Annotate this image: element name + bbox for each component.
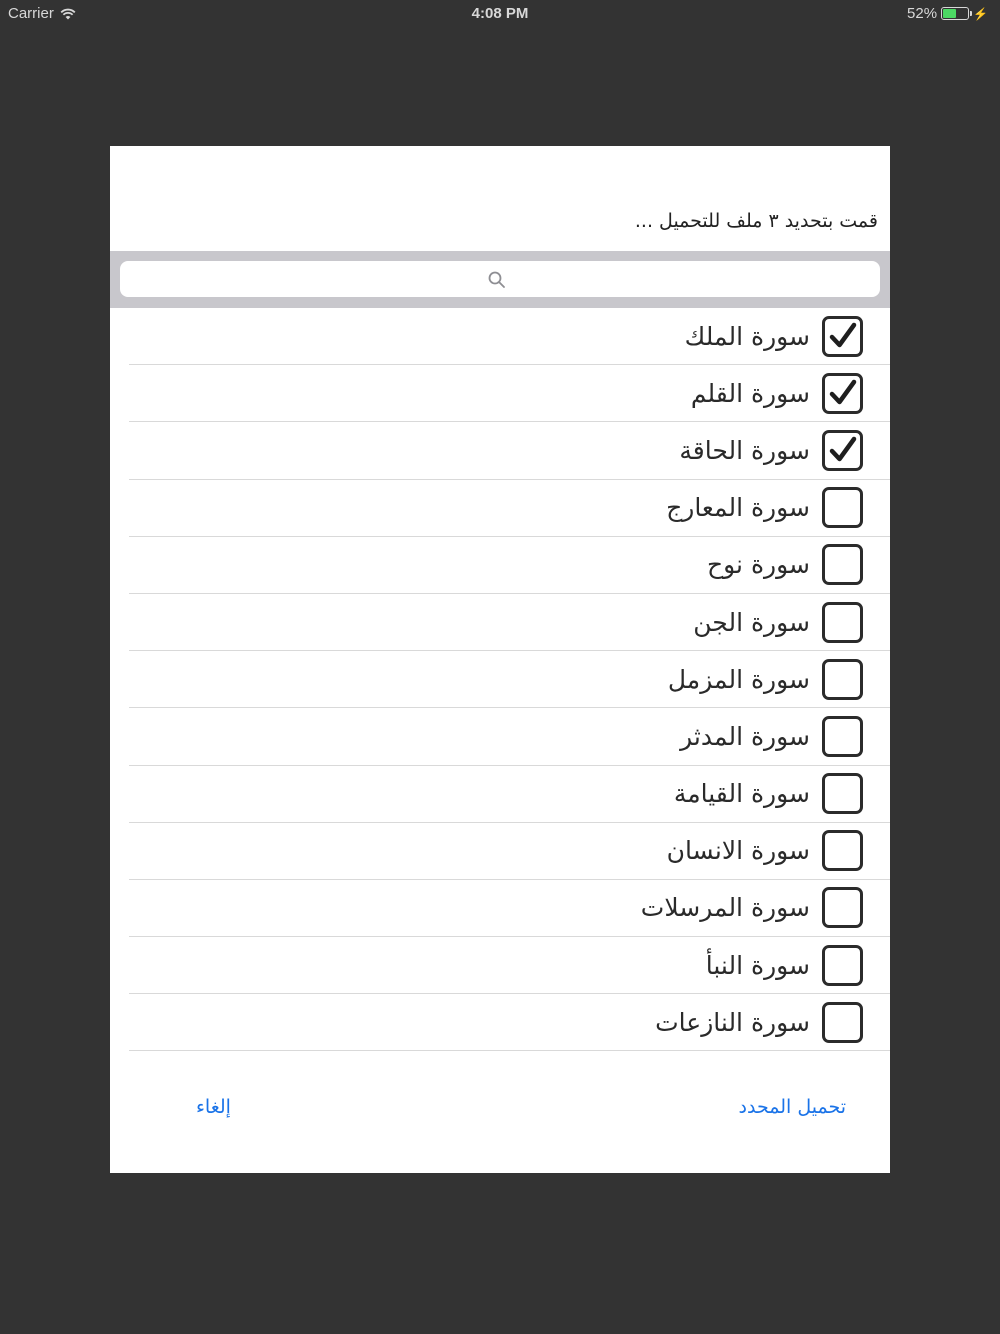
list-item[interactable] [129,537,890,594]
battery-icon [941,7,969,20]
checkmark-icon [827,320,859,352]
surah-label: سورة المدثر [680,721,810,751]
charging-bolt-icon: ⚡ [973,6,988,21]
surah-label: سورة نوح [707,550,810,580]
surah-list [129,308,890,1051]
checkbox-unchecked[interactable] [822,716,863,757]
list-item[interactable] [129,766,890,823]
checkbox-unchecked[interactable] [822,544,863,585]
surah-label: سورة الملك [684,321,810,351]
checkbox-unchecked[interactable] [822,887,863,928]
checkbox-unchecked[interactable] [822,1002,863,1043]
checkbox-unchecked[interactable] [822,487,863,528]
checkbox-checked[interactable] [822,373,863,414]
clock: 4:08 PM [471,5,529,22]
list-item[interactable] [129,937,890,994]
surah-label: سورة القلم [690,378,810,408]
battery-fill [943,9,955,18]
checkbox-unchecked[interactable] [822,602,863,643]
list-item[interactable] [129,708,890,765]
search-bar [110,251,890,308]
checkbox-unchecked[interactable] [822,659,863,700]
list-item[interactable] [129,651,890,708]
status-bar [0,0,1000,28]
download-dialog [110,146,890,1173]
surah-label: سورة النبأ [705,950,810,980]
battery-percent: 52% [907,5,938,22]
checkbox-checked[interactable] [822,316,863,357]
list-item[interactable] [129,480,890,537]
surah-label: سورة الجن [693,607,810,637]
carrier-label: Carrier [8,5,54,22]
dialog-header [110,146,890,251]
dialog-footer [110,1076,890,1146]
list-item[interactable] [129,994,890,1051]
checkmark-icon [827,434,859,466]
download-selected-button[interactable]: تحميل المحدد [738,1096,846,1118]
list-item[interactable] [129,594,890,651]
surah-label: سورة القيامة [673,779,810,809]
surah-label: سورة الحاقة [679,435,810,465]
list-item[interactable] [129,823,890,880]
cancel-button[interactable]: إلغاء [196,1096,231,1118]
list-item[interactable] [129,422,890,479]
checkmark-icon [827,377,859,409]
list-item[interactable] [129,365,890,422]
list-item[interactable] [129,880,890,937]
surah-label: سورة المعارج [666,493,810,523]
surah-label: سورة المزمل [667,664,810,694]
search-icon [487,270,507,290]
checkbox-unchecked[interactable] [822,945,863,986]
checkbox-checked[interactable] [822,430,863,471]
selection-message: قمت بتحديد ٣ ملف للتحميل ... [634,210,878,232]
surah-label: سورة الانسان [666,836,810,866]
battery-indicator [907,5,988,22]
list-item[interactable] [129,308,890,365]
surah-label: سورة المرسلات [640,893,810,923]
checkbox-unchecked[interactable] [822,773,863,814]
surah-label: سورة النازعات [655,1007,810,1037]
checkbox-unchecked[interactable] [822,830,863,871]
